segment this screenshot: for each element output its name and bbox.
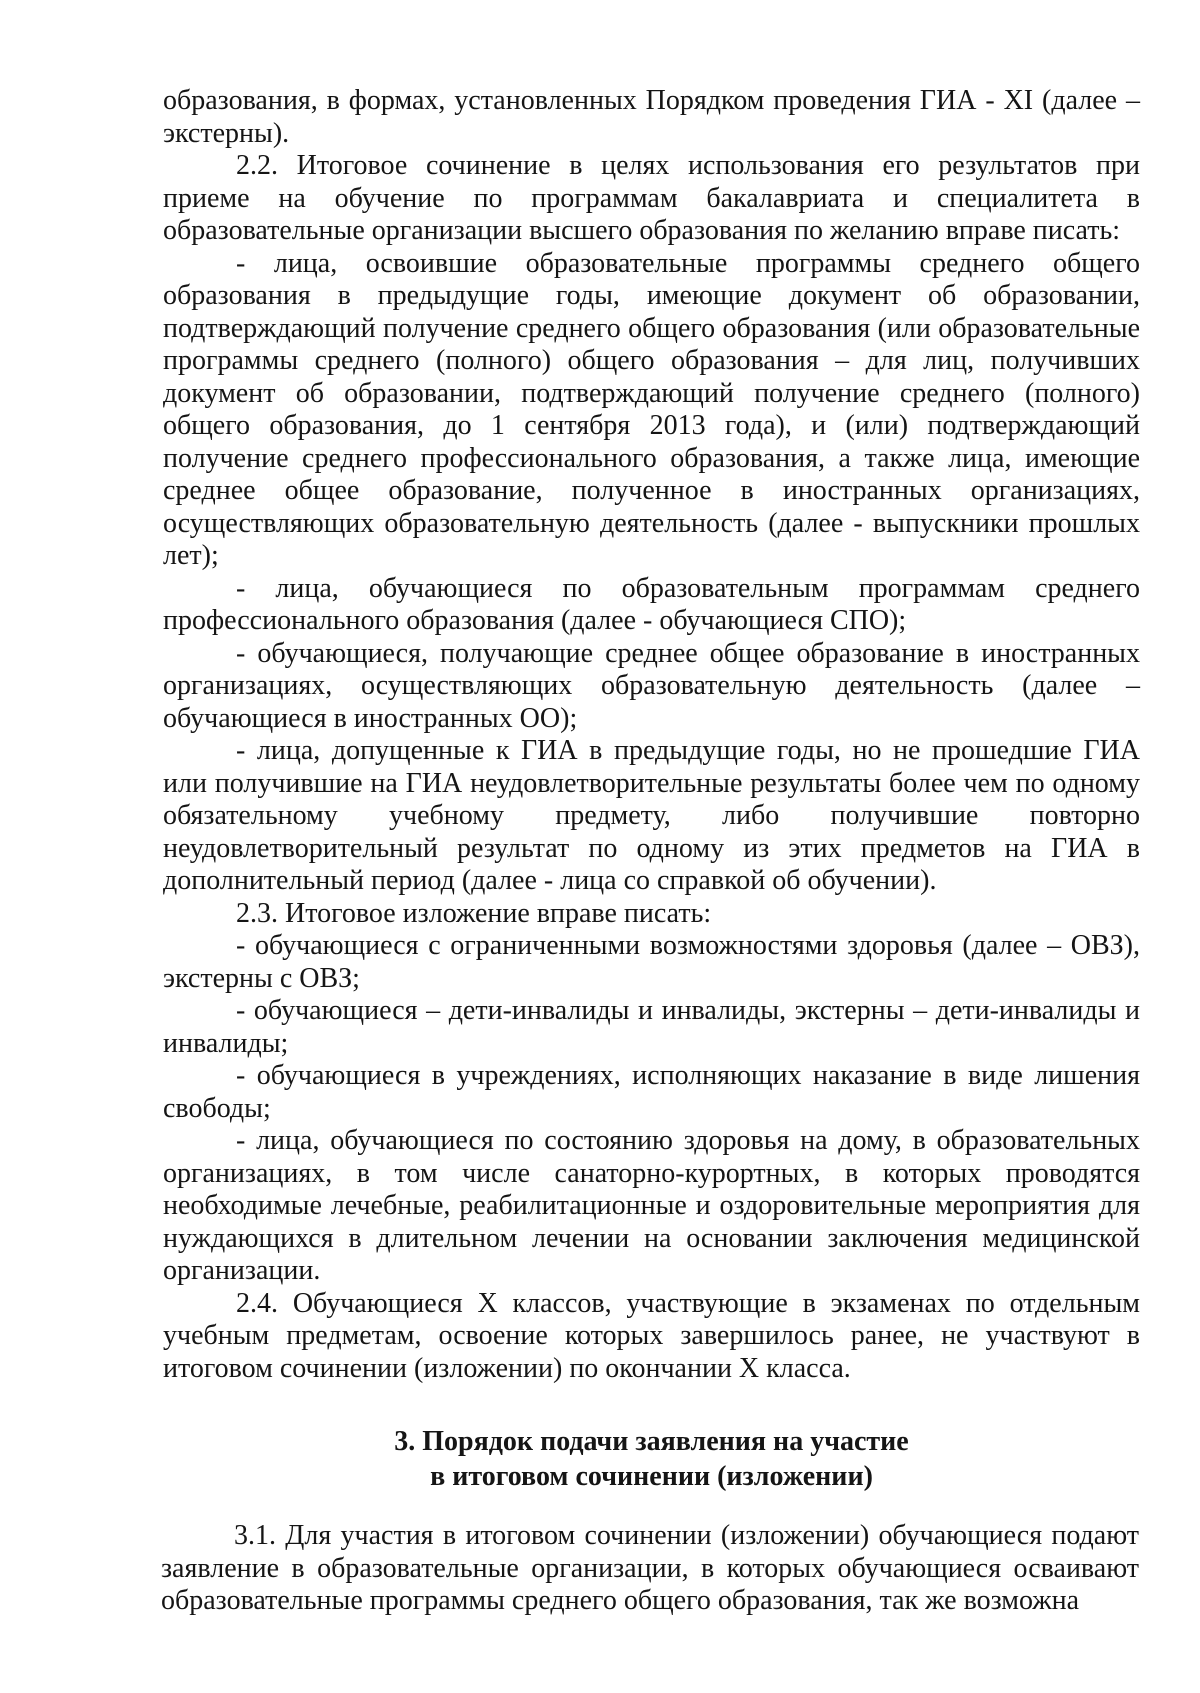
paragraph-continuation: образования, в формах, установленных Порядком проведения ГИА - XI (далее – экстерны).: [163, 85, 1140, 149]
section-heading-line-1: 3. Порядок подачи заявления на участие: [394, 1426, 909, 1457]
list-item-foreign-students: - обучающиеся, получающие среднее общее образование в иностранных организациях, осуществляющих образовательную деятельность (далее – обучающиеся в иностранных ОО);: [163, 637, 1140, 734]
list-item-ovz: - обучающиеся с ограниченными возможностями здоровья (далее – ОВЗ), экстерны с ОВЗ;: [163, 930, 1140, 994]
section-heading: [163, 1424, 1140, 1494]
paragraph-3-1: 3.1. Для участия в итоговом сочинении (изложении) обучающиеся подают заявление в образовательные организации, в которых обучающиеся осваивают образовательные программы среднего общего образования, так же возможна: [161, 1520, 1139, 1616]
section-3-body: [161, 1520, 1139, 1618]
list-item-disabled: - обучающиеся – дети-инвалиды и инвалиды, экстерны – дети-инвалиды и инвалиды;: [163, 995, 1140, 1059]
list-item-spo-students: - лица, обучающиеся по образовательным программам среднего профессионального образования (далее - обучающиеся СПО);: [163, 572, 1140, 636]
paragraph-2-2: 2.2. Итоговое сочинение в целях использования его результатов при приеме на обучение по программам бакалавриата и специалитета в образовательные организации высшего образования по желанию вправе писать:: [163, 150, 1140, 246]
list-item-home-education: - лица, обучающиеся по состоянию здоровья на дому, в образовательных организациях, в том числе санаторно-курортных, в которых проводятся необходимые лечебные, реабилитационные и оздоровительные мероприятия для нуждающихся в длительном лечении на основании заключения медицинской организации.: [163, 1125, 1140, 1286]
document-body: [163, 85, 1140, 1385]
list-item-graduates: - лица, освоившие образовательные программы среднего общего образования в предыдущие годы, имеющие документ об образовании, подтверждающий получение среднего общего образования (или образовательные программы среднего (полного) общего образования – для лиц, получивших документ об образовании, подтверждающий получение среднего (полного) общего образования, до 1 сентября 2013 года), и (или) подтверждающий получение среднего профессионального образования, а также лица, имеющие среднее общее образование, полученное в иностранных организациях, осуществляющих образовательную деятельность (далее - выпускники прошлых лет);: [163, 247, 1140, 571]
list-item-institutions: - обучающиеся в учреждениях, исполняющих наказание в виде лишения свободы;: [163, 1060, 1140, 1124]
list-item-certificate-holders: - лица, допущенные к ГИА в предыдущие годы, но не прошедшие ГИА или получившие на ГИА неудовлетворительные результаты более чем по одному обязательному учебному предмету, либо получившие повторно неудовлетворительный результат по одному из этих предметов на ГИА в дополнительный период (далее - лица со справкой об обучении).: [163, 735, 1140, 896]
paragraph-2-4: 2.4. Обучающиеся X классов, участвующие в экзаменах по отдельным учебным предметам, освоение которых завершилось ранее, не участвуют в итоговом сочинении (изложении) по окончании X класса.: [163, 1287, 1140, 1384]
section-heading-line-2: в итоговом сочинении (изложении): [430, 1461, 873, 1492]
paragraph-2-3: 2.3. Итоговое изложение вправе писать:: [236, 897, 712, 929]
